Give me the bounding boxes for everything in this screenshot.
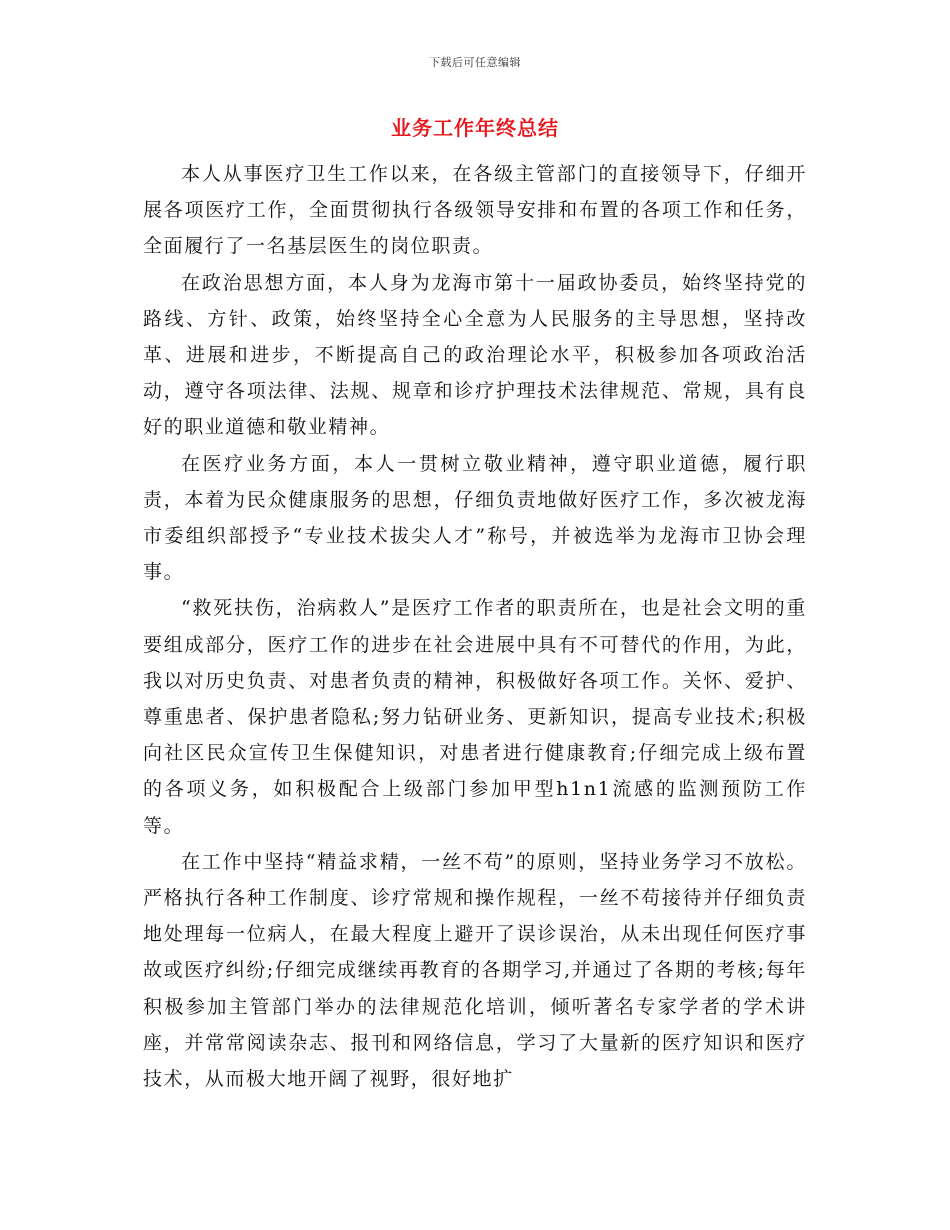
header-note: 下载后可任意编辑 — [429, 56, 521, 69]
paragraph-medical-business: 在医疗业务方面，本人一贯树立敬业精神，遵守职业道德，履行职责，本着为民众健康服务的思想，仔细负责地做好医疗工作，多次被龙海市委组织部授予“专业技术拔尖人才”称号，并被选举为龙海市卫协会理事。 — [143, 452, 807, 584]
paragraph-study: 在工作中坚持“精益求精，一丝不苟”的原则，坚持业务学习不放松。严格执行各种工作制度、诊疗常规和操作规程，一丝不苟接待并仔细负责地处理每一位病人，在最大程度上避开了误诊误治，从未出现任何医疗事故或医疗纠纷;仔细完成继续再教育的各期学习,并通过了各期的考核;每年积极参加主管部门举办的法律规范化培训，倾听著名专家学者的学术讲座，并常常阅读杂志、报刊和网络信息，学习了大量新的医疗知识和医疗技术，从而极大地开阔了视野，很好地扩 — [143, 850, 807, 1091]
document-title: 业务工作年终总结 — [391, 116, 559, 140]
paragraph-responsibility: “救死扶伤，治病救人”是医疗工作者的职责所在，也是社会文明的重要组成部分，医疗工作的进步在社会进展中具有不可替代的作用，为此，我以对历史负责、对患者负责的精神，积极做好各项工作。关怀、爱护、尊重患者、保护患者隐私;努力钻研业务、更新知识，提高专业技术;积极向社区民众宣传卫生保健知识，对患者进行健康教育;仔细完成上级布置的各项义务，如积极配合上级部门参加甲型h1n1流感的监测预防工作等。 — [143, 597, 807, 837]
paragraph-political: 在政治思想方面，本人身为龙海市第十一届政协委员，始终坚持党的路线、方针、政策，始终坚持全心全意为人民服务的主导思想，坚持改革、进展和进步，不断提高自己的政治理论水平，积极参加各项政治活动，遵守各项法律、法规、规章和诊疗护理技术法律规范、常规，具有良好的职业道德和敬业精神。 — [143, 271, 807, 439]
paragraph-intro: 本人从事医疗卫生工作以来，在各级主管部门的直接领导下，仔细开展各项医疗工作，全面贯彻执行各级领导安排和布置的各项工作和任务，全面履行了一名基层医生的岗位职责。 — [143, 163, 807, 258]
document-body — [143, 156, 807, 1097]
